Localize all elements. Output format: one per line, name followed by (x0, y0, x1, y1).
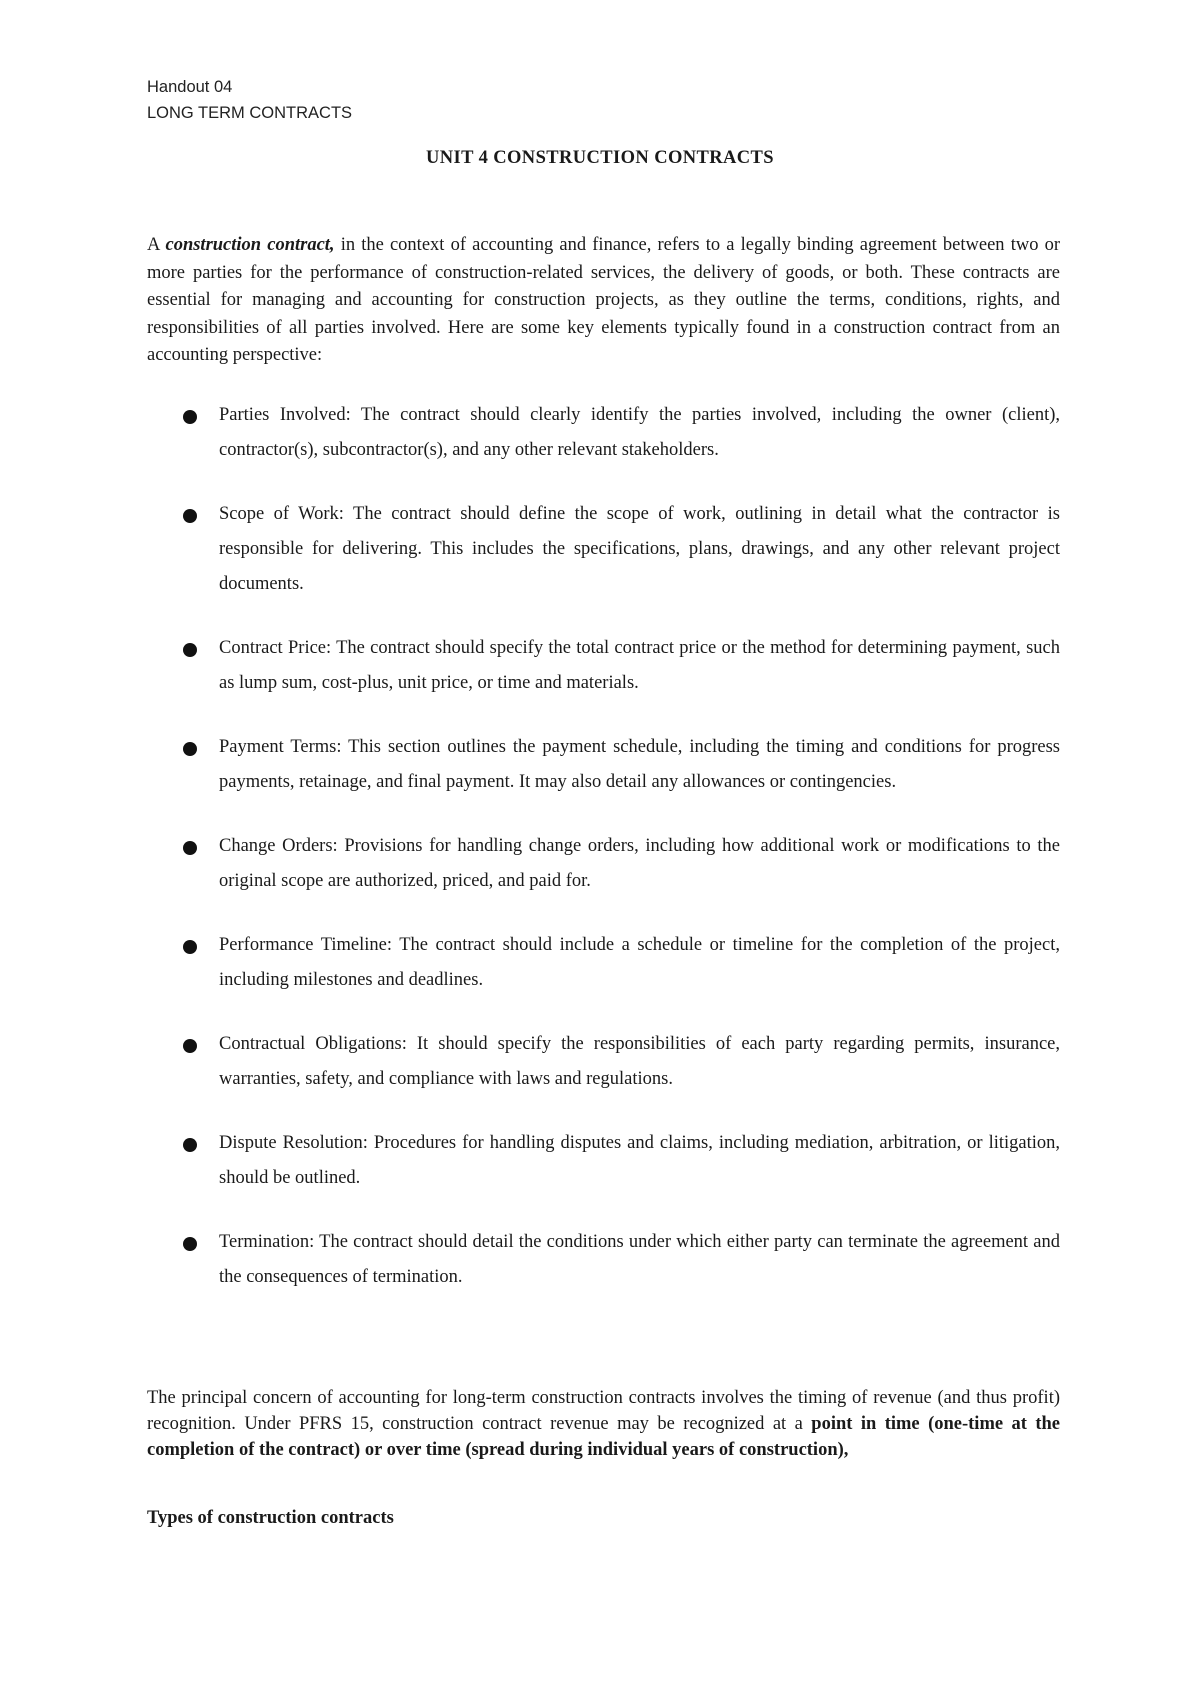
closing-paragraph (147, 1385, 1060, 1463)
list-item-text: Scope of Work: The contract should define the scope of work, outlining in detail what the contractor is responsible for delivering. This includes the specifications, plans, drawings, and any other relevant project documents. (219, 504, 1060, 594)
list-item-text: Termination: The contract should detail the conditions under which either party can terminate the agreement and the consequences of termination. (219, 1232, 1060, 1287)
handout-header (147, 74, 352, 126)
bullet-icon (183, 643, 197, 657)
key-elements-list (147, 398, 1060, 1324)
intro-body: in the context of accounting and finance, refers to a legally binding agreement between two or more parties for the performance of construction-related services, the delivery of goods, or both. These contracts are essential for managing and accounting for construction projects, as they outline the terms, conditions, rights, and responsibilities of all parties involved. Here are some key elements typically found in a construction contract from an accounting perspective: (147, 235, 1060, 365)
list-item-text: Contract Price: The contract should specify the total contract price or the method for determining payment, such as lump sum, cost-plus, unit price, or time and materials. (219, 638, 1060, 693)
handout-number: Handout 04 (147, 78, 233, 96)
list-item-text: Parties Involved: The contract should clearly identify the parties involved, including the owner (client), contractor(s), subcontractor(s), and any other relevant stakeholders. (219, 405, 1060, 460)
bullet-icon (183, 742, 197, 756)
list-item (147, 398, 1060, 468)
bullet-icon (183, 841, 197, 855)
bullet-icon (183, 410, 197, 424)
list-item-text: Dispute Resolution: Procedures for handling disputes and claims, including mediation, arbitration, or litigation, should be outlined. (219, 1133, 1060, 1188)
handout-topic: LONG TERM CONTRACTS (147, 104, 353, 122)
list-item-text: Contractual Obligations: It should specify the responsibilities of each party regarding permits, insurance, warranties, safety, and compliance with laws and regulations. (219, 1034, 1060, 1089)
bullet-icon (183, 940, 197, 954)
closing-text: The principal concern of accounting for long-term construction contracts involves the timing of revenue (and thus profit) recognition. Under PFRS 15, construction contract revenue may be recognized at a (147, 1388, 1060, 1434)
section-subheading: Types of construction contracts (147, 1508, 394, 1528)
bullet-icon (183, 509, 197, 523)
list-item (147, 1027, 1060, 1097)
document-title: UNIT 4 CONSTRUCTION CONTRACTS (426, 148, 774, 168)
list-item (147, 1225, 1060, 1295)
intro-lead: A (147, 235, 166, 255)
list-item (147, 1126, 1060, 1196)
list-item-text: Performance Timeline: The contract should include a schedule or timeline for the completion of the project, including milestones and deadlines. (219, 935, 1060, 990)
bullet-icon (183, 1039, 197, 1053)
list-item-text: Change Orders: Provisions for handling change orders, including how additional work or modifications to the original scope are authorized, priced, and paid for. (219, 836, 1060, 891)
list-item-text: Payment Terms: This section outlines the payment schedule, including the timing and conditions for progress payments, retainage, and final payment. It may also detail any allowances or contingencies. (219, 737, 1060, 792)
intro-paragraph (147, 232, 1060, 370)
list-item (147, 730, 1060, 800)
closing-emphasis: point in time (one-time at the completion of the contract) or over time (spread during individual years of construction), (147, 1414, 1061, 1460)
list-item (147, 497, 1060, 602)
bullet-icon (183, 1138, 197, 1152)
list-item (147, 829, 1060, 899)
list-item (147, 631, 1060, 701)
bullet-icon (183, 1237, 197, 1251)
list-item (147, 928, 1060, 998)
intro-emphasis: construction contract, (165, 235, 335, 255)
